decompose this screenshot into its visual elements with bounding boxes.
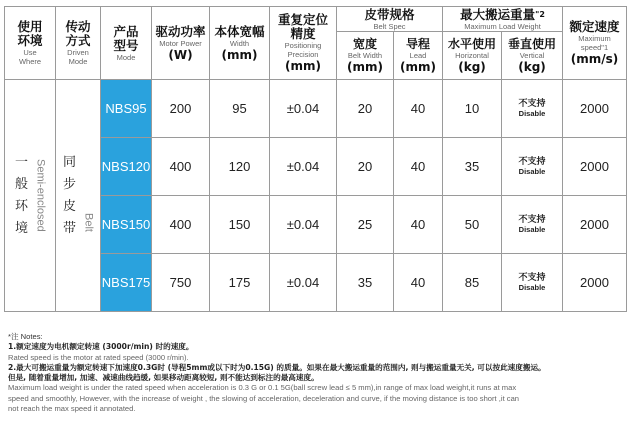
speed-cell: 2000 — [563, 196, 627, 254]
col-header-belt-width: 宽度 Belt Width (mm) — [337, 32, 394, 80]
note-1-cn: 1.额定速度为电机额定转速 (3000r/min) 时的速度。 — [8, 342, 194, 352]
vertical-load-cell: 不支持 Disable — [502, 254, 563, 312]
spec-table — [4, 6, 627, 312]
model-cell: NBS95 — [101, 80, 152, 138]
horizontal-load-cell: 10 — [443, 80, 502, 138]
horizontal-load-cell: 35 — [443, 138, 502, 196]
precision-cell: ±0.04 — [270, 138, 337, 196]
power-cell: 750 — [152, 254, 210, 312]
note-2-en-a: Maximum load weight is under the rated speed when acceleration is 0.3 G or 0.1 5G(ball screw lead ≤ 5 mm),in range of max load weight,it runs at max — [8, 383, 517, 393]
environment-cn: 一 般 环 境 — [14, 154, 28, 236]
col-header-horizontal: 水平使用 Horizontal (kg) — [443, 32, 502, 80]
belt-width-cell: 25 — [337, 196, 394, 254]
horizontal-load-cell: 85 — [443, 254, 502, 312]
drive-en: Belt — [82, 212, 95, 232]
col-header-belt-spec: 皮带规格 Belt Spec — [337, 7, 443, 32]
power-cell: 400 — [152, 196, 210, 254]
header-row-1 — [5, 7, 627, 32]
drive-cell — [56, 80, 101, 312]
lead-cell: 40 — [394, 254, 443, 312]
precision-cell: ±0.04 — [270, 254, 337, 312]
power-cell: 200 — [152, 80, 210, 138]
speed-cell: 2000 — [563, 80, 627, 138]
belt-width-cell: 20 — [337, 80, 394, 138]
col-header-precision: 重复定位 精度 Positioning Precision (mm) — [270, 7, 337, 80]
model-cell: NBS175 — [101, 254, 152, 312]
lead-cell: 40 — [394, 138, 443, 196]
belt-width-cell: 20 — [337, 138, 394, 196]
vertical-load-cell: 不支持 Disable — [502, 138, 563, 196]
lead-cell: 40 — [394, 80, 443, 138]
col-header-width: 本体宽幅 Width (mm) — [210, 7, 270, 80]
precision-cell: ±0.04 — [270, 80, 337, 138]
vertical-load-cell: 不支持 Disable — [502, 196, 563, 254]
note-2-cn-a: 2.最大可搬运重量为额定转速下加速度0.3G时 (导程5mm或以下时为0.15G) 的质量。如果在最大搬运重量的范围内, 则与搬运重量无关, 可以按此速度搬运。 — [8, 362, 546, 372]
width-cell: 95 — [210, 80, 270, 138]
precision-cell: ±0.04 — [270, 196, 337, 254]
speed-cell: 2000 — [563, 138, 627, 196]
vertical-load-cell: 不支持 Disable — [502, 80, 563, 138]
note-2-en-b: speed and smoothly, However, with the increase of weight , the slowing of acceleration, deceleration and curve, if the moving distance is too short ,it can — [8, 393, 520, 403]
environment-en: Semi-enclosed — [34, 158, 47, 232]
drive-cn: 同 步 皮 带 — [62, 154, 76, 236]
environment-cell — [5, 80, 56, 312]
power-cell: 400 — [152, 138, 210, 196]
model-cell: NBS150 — [101, 196, 152, 254]
note-1-en: Rated speed is the motor at rated speed (3000 r/min). — [8, 352, 189, 362]
horizontal-load-cell: 50 — [443, 196, 502, 254]
col-header-power: 驱动功率 Motor Power (W) — [152, 7, 210, 80]
width-cell: 150 — [210, 196, 270, 254]
belt-width-cell: 35 — [337, 254, 394, 312]
model-cell: NBS120 — [101, 138, 152, 196]
col-header-model: 产品 型号 Mode — [101, 7, 152, 80]
note-2-cn-b: 但是, 随着重量增加, 加速、减速曲线趋缓, 如果移动距离较短, 则不能达到标注的最高速度。 — [8, 373, 319, 383]
col-header-vertical: 垂直使用 Vertical (kg) — [502, 32, 563, 80]
col-header-use-env: 使用 环境 Use Where — [5, 7, 56, 80]
lead-cell: 40 — [394, 196, 443, 254]
col-header-max-load: 最大搬运重量$^{"2}$ Maximum Load Weight — [443, 7, 563, 32]
col-header-speed: 额定速度 Maximum speed"1 (mm/s) — [563, 7, 627, 80]
table-row — [5, 80, 627, 138]
notes-section — [8, 332, 628, 414]
col-header-lead: 导程 Lead (mm) — [394, 32, 443, 80]
speed-cell: 2000 — [563, 254, 627, 312]
width-cell: 120 — [210, 138, 270, 196]
note-2-en-c: not reach the max speed it annotated. — [8, 404, 136, 414]
notes-title: *注 Notes: — [8, 332, 43, 341]
col-header-drive-mode: 传动 方式 Driven Mode — [56, 7, 101, 80]
width-cell: 175 — [210, 254, 270, 312]
